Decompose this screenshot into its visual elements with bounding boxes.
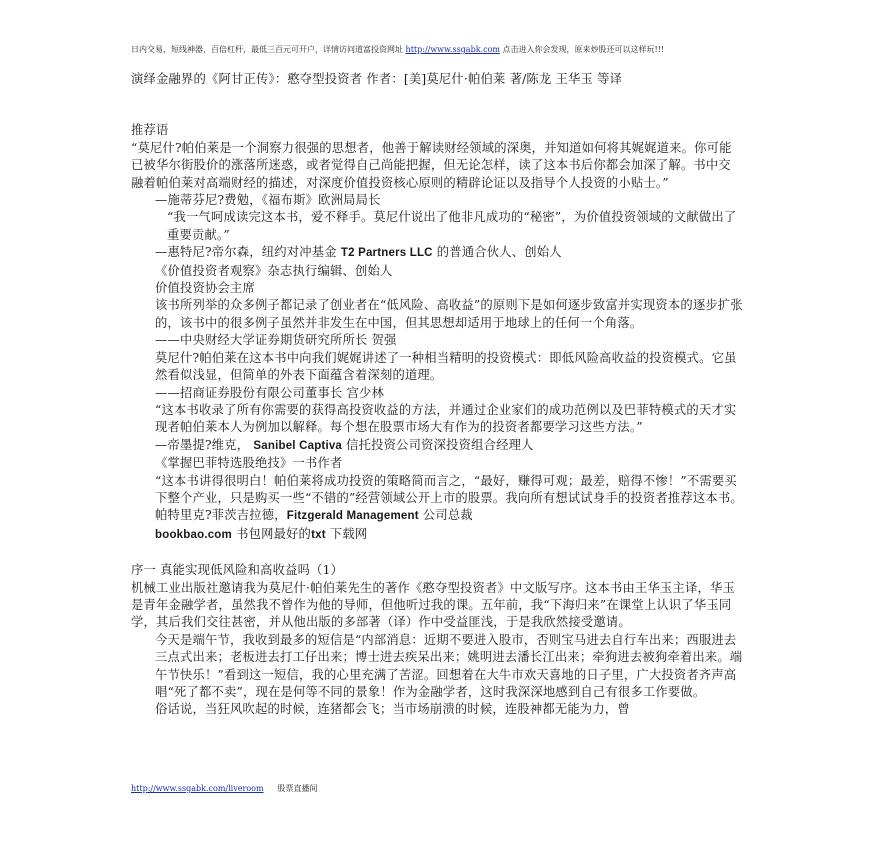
document-body bbox=[131, 71, 743, 719]
attribution-6 bbox=[131, 507, 743, 525]
attribution-1: —施蒂芬尼?费勉，《福布斯》欧洲局局长 bbox=[155, 193, 381, 208]
header-ad-note bbox=[131, 44, 746, 55]
site-domain: bookbao.com bbox=[155, 528, 232, 541]
quote-3: 该书所列举的众多例子都记录了创业者在“低风险、高收益”的原则下是如何逐步致富并实现资本的逐步扩张的，该书中的很多例子虽然并非发生在中国，但其思想却适用于地球上的任何一个角落。 bbox=[155, 298, 743, 330]
attribution-3: ——中央财经大学证券期货研究所所长 贺强 bbox=[155, 333, 397, 348]
attribution-5-post: 信托投资公司资深投资组合经理人 bbox=[342, 437, 534, 452]
attribution-2-line3: 价值投资协会主席 bbox=[155, 281, 255, 296]
site-desc: 书包网最好的 bbox=[231, 526, 312, 541]
site-format: txt bbox=[311, 528, 326, 541]
header-link[interactable]: http://www.ssgabk.com bbox=[405, 45, 500, 54]
attribution-2-pre: —惠特尼?帝尔森，纽约对冲基金 bbox=[155, 245, 341, 260]
quote-5: “这本书收录了所有你需要的获得高投资收益的方法，并通过企业家们的成功范例以及巴菲特模式的天才实现者帕伯莱本人为例加以解释。每个想在股票市场大有作为的投资者都要学习这些方法。” bbox=[155, 402, 737, 435]
recommend-heading: 推荐语 bbox=[131, 123, 169, 138]
attribution-2-company: T2 Partners LLC bbox=[340, 247, 433, 260]
attribution-5-pre: —帝墨提?维克， bbox=[155, 437, 254, 452]
quote-2: “我一气呵成读完这本书，爱不释手。莫尼什说出了他非凡成功的“秘密”，为价值投资领域的文献做出了重要贡献。” bbox=[167, 210, 737, 242]
preface-paragraph-3: 俗话说，当狂风吹起的时候，连猪都会飞；当市场崩溃的时候，连股神都无能为力，曾 bbox=[155, 702, 630, 717]
site-line bbox=[131, 526, 743, 544]
attribution-2-post: 的普通合伙人、创始人 bbox=[432, 245, 562, 260]
quote-6: “这本书讲得很明白！帕伯莱将成功投资的策略简而言之，“最好，赚得可观；最差，赔得不惨！”不需要买下整个产业，只是购买一些“不错的”经营领域公开上市的股票。我向所有想试试身手的投资者推荐这本书。 bbox=[155, 473, 743, 505]
header-note-text: 日内交易，短线神器，百倍杠杆，最低三百元可开户，详情访问道富投资网址 bbox=[131, 45, 406, 54]
site-tail: 下载网 bbox=[325, 526, 368, 541]
preface-paragraph-2: 今天是端午节，我收到最多的短信是“内部消息：近期不要进入股市，否则宝马进去自行车出来；西服进去三点式出来；老板进去打工仔出来；博士进去疾呆出来；姚明进去潘长江出来；牵狗进去被狗牵着出来。端午节快乐！”看到这一短信，我的心里充满了苦涩。回想着在大牛市欢天喜地的日子里，广大投资者齐声高唱“死了都不卖”，现在是何等不同的景象！作为金融学者，这时我深深地感到自己有很多工作要做。 bbox=[155, 632, 743, 699]
quote-1: “莫尼什?帕伯莱是一个洞察力很强的思想者，他善于解读财经领域的深奥，并知道如何将其娓娓道来。你可能已被华尔街股价的涨落所迷惑，或者觉得自己尚能把握，但无论怎样，读了这本书后你都会加深了解。书中交融着帕伯莱对高端财经的描述，对深度价值投资核心原则的精辟论证以及指导个人投资的小贴士。” bbox=[131, 140, 732, 190]
footer-link[interactable]: http://www.ssgabk.com/liveroom bbox=[131, 784, 264, 793]
attribution-2 bbox=[131, 244, 743, 262]
attribution-6-pre: 帕特里克?菲茨吉拉德， bbox=[155, 508, 287, 523]
attribution-5-line2: 《掌握巴菲特选股绝技》一书作者 bbox=[155, 456, 343, 471]
attribution-2-line2: 《价值投资者观察》杂志执行编辑、创始人 bbox=[155, 263, 393, 278]
attribution-6-company: Fitzgerald Management bbox=[286, 510, 419, 523]
attribution-6-post: 公司总裁 bbox=[418, 508, 473, 523]
footer bbox=[131, 783, 318, 794]
footer-label: 股票直播间 bbox=[277, 784, 318, 793]
preface-paragraph-1: 机械工业出版社邀请我为莫尼什·帕伯莱先生的著作《憨夺型投资者》中文版写序。这本书由王华玉主译，华玉是青年金融学者，虽然我不曾作为他的导师，但他听过我的课。五年前，我“下海归来”在课堂上认识了华玉同学，其后我们交往甚密，并从他出版的多部著（译）作中受益匪浅，于是我欣然接受邀请。 bbox=[131, 580, 735, 630]
quote-4: 莫尼什?帕伯莱在这本书中向我们娓娓讲述了一种相当精明的投资模式：即低风险高收益的投资模式。它虽然看似浅显，但简单的外表下面蕴含着深刻的道理。 bbox=[155, 350, 737, 383]
header-note-after: 点击进入你会发现，原来炒股还可以这样玩!!! bbox=[499, 45, 665, 54]
book-title: 演绎金融界的《阿甘正传》：憨夺型投资者 作者：[美]莫尼什·帕伯莱 著/陈龙 王华玉 等译 bbox=[131, 72, 623, 86]
attribution-4: ——招商证券股份有限公司董事长 宫少林 bbox=[155, 385, 385, 400]
attribution-5 bbox=[131, 437, 743, 455]
preface-heading: 序一 真能实现低风险和高收益吗（1） bbox=[131, 563, 344, 578]
attribution-5-company: Sanibel Captiva bbox=[253, 439, 343, 452]
